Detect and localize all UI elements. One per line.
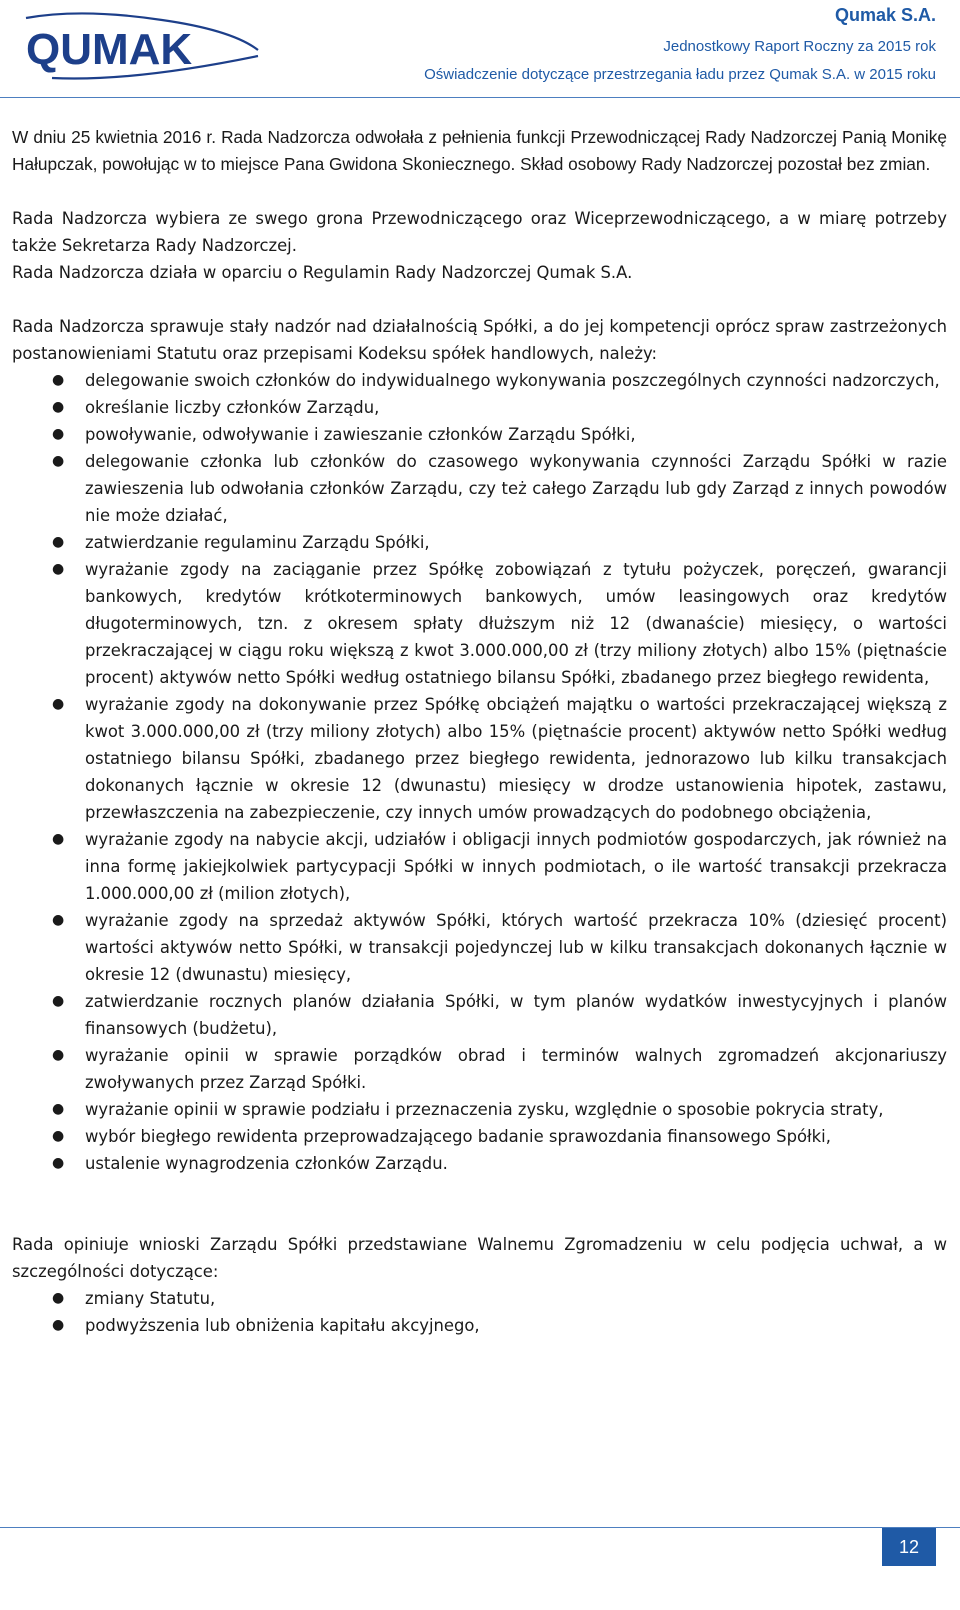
bullet-icon: ● xyxy=(52,399,65,415)
list-item: ● wybór biegłego rewidenta przeprowadzającego badanie sprawozdania finansowego Spółki, xyxy=(12,1123,947,1150)
bullet-icon: ● xyxy=(52,1290,65,1306)
bullet-icon: ● xyxy=(52,372,65,388)
bullet-icon: ● xyxy=(52,1128,65,1144)
list-item: ● ustalenie wynagrodzenia członków Zarządu. xyxy=(12,1150,947,1177)
bullet-icon: ● xyxy=(52,1317,65,1333)
competences-list xyxy=(12,367,947,1177)
qumak-logo xyxy=(22,10,262,85)
bullet-icon: ● xyxy=(52,1047,65,1063)
bullet-icon: ● xyxy=(52,1101,65,1117)
page-number: 12 xyxy=(882,1528,936,1566)
list-item: ● wyrażanie opinii w sprawie porządków obrad i terminów walnych zgromadzeń akcjonariuszy zwoływanych przez Zarząd Spółki. xyxy=(12,1042,947,1096)
bullet-icon: ● xyxy=(52,993,65,1009)
page-header xyxy=(0,0,960,100)
list-item: ● wyrażanie zgody na nabycie akcji, udziałów i obligacji innych podmiotów gospodarczych, jak również na inna formę jakiejkolwiek partycypacji Spółki w innych podmiotach, o ile wartość transakcji przekracza 1.000.000,00 zł (milion złotych), xyxy=(12,826,947,907)
bullet-icon: ● xyxy=(52,912,65,928)
list-item: ● podwyższenia lub obniżenia kapitału akcyjnego, xyxy=(12,1312,947,1339)
bullet-icon: ● xyxy=(52,831,65,847)
paragraph-board-change: W dniu 25 kwietnia 2016 r. Rada Nadzorcza odwołała z pełnienia funkcji Przewodniczącej Rady Nadzorczej Panią Monikę Hałupczak, powołując w to miejsce Pana Gwidona Skoniecznego. Skład osobowy Rady Nadzorczej pozostał bez zmian. xyxy=(12,127,947,174)
report-title: Jednostkowy Raport Roczny za 2015 rok xyxy=(663,38,936,55)
list-item: ● powoływanie, odwoływanie i zawieszanie członków Zarządu Spółki, xyxy=(12,421,947,448)
list-item: ● wyrażanie zgody na sprzedaż aktywów Spółki, których wartość przekracza 10% (dziesięć procent) wartości aktywów netto Spółki, w transakcji pojedynczej lub w kilku transakcjach dokonanych łącznie w okresie 12 (dwunastu) miesięcy, xyxy=(12,907,947,988)
company-name: Qumak S.A. xyxy=(834,5,936,25)
list-item: ● zatwierdzanie regulaminu Zarządu Spółki, xyxy=(12,529,947,556)
bullet-icon: ● xyxy=(52,561,65,577)
list-item: ● określanie liczby członków Zarządu, xyxy=(12,394,947,421)
list-item: ● delegowanie członka lub członków do czasowego wykonywania czynności Zarządu Spółki w razie zawieszenia lub odwołania członków Zarządu, czy też całego Zarządu lub gdy Zarząd z innych powodów nie może działać, xyxy=(12,448,947,529)
list-item: ● wyrażanie zgody na dokonywanie przez Spółkę obciążeń majątku o wartości przekraczającej większą z kwot 3.000.000,00 zł (trzy miliony złotych) albo 15% (piętnaście procent) aktywów netto Spółki według ostatniego bilansu Spółki, zbadanego przez biegłego rewidenta, jednorazowo lub kilku transakcjach dokonanych łącznie w okresie 12 (dwunastu) miesięcy w drodze ustanowienia hipotek, zastawu, przewłaszczenia na zabezpieczenie, czy innych umów prowadzących do podobnego obciążenia, xyxy=(12,691,947,826)
footer-divider xyxy=(0,1527,960,1528)
bullet-icon: ● xyxy=(52,1155,65,1171)
paragraph-board-regulations: Rada Nadzorcza działa w oparciu o Regulamin Rady Nadzorczej Qumak S.A. xyxy=(12,263,633,282)
paragraph-supervision: Rada Nadzorcza sprawuje stały nadzór nad działalnością Spółki, a do jej kompetencji oprócz spraw zastrzeżonych postanowieniami Statutu oraz przepisami Kodeksu spółek handlowych, należy: xyxy=(12,317,947,363)
bullet-icon: ● xyxy=(52,453,65,469)
list-item: ● zatwierdzanie rocznych planów działania Spółki, w tym planów wydatków inwestycyjnych i planów finansowych (budżetu), xyxy=(12,988,947,1042)
list-item: ● zmiany Statutu, xyxy=(12,1285,947,1312)
list-item: ● wyrażanie zgody na zaciąganie przez Spółkę zobowiązań z tytułu pożyczek, poręczeń, gwarancji bankowych, kredytów krótkoterminowych bankowych, umów leasingowych oraz kredytów długoterminowych, tzn. z okresem spłaty dłuższym niż 12 (dwanaście) miesięcy, o wartości przekraczającej w ciągu roku większą z kwot 3.000.000,00 zł (trzy miliony złotych) albo 15% (piętnaście procent) aktywów netto Spółki według ostatniego bilansu Spółki, zbadanego przez biegłego rewidenta, xyxy=(12,556,947,691)
bullet-icon: ● xyxy=(52,534,65,550)
paragraph-opinions: Rada opiniuje wnioski Zarządu Spółki przedstawiane Walnemu Zgromadzeniu w celu podjęcia uchwał, a w szczególności dotyczące: xyxy=(12,1235,947,1281)
opinions-list xyxy=(12,1285,947,1339)
list-item: ● delegowanie swoich członków do indywidualnego wykonywania poszczególnych czynności nadzorczych, xyxy=(12,367,947,394)
bullet-icon: ● xyxy=(52,426,65,442)
paragraph-board-election: Rada Nadzorcza wybiera ze swego grona Przewodniczącego oraz Wiceprzewodniczącego, a w miarę potrzeby także Sekretarza Rady Nadzorczej. xyxy=(12,209,947,255)
statement-title: Oświadczenie dotyczące przestrzegania ładu przez Qumak S.A. w 2015 roku xyxy=(424,66,936,83)
list-item: ● wyrażanie opinii w sprawie podziału i przeznaczenia zysku, względnie o sposobie pokrycia straty, xyxy=(12,1096,947,1123)
svg-text:QUMAK: QUMAK xyxy=(26,25,193,74)
document-body xyxy=(12,124,947,1339)
bullet-icon: ● xyxy=(52,696,65,712)
header-divider xyxy=(0,97,960,98)
